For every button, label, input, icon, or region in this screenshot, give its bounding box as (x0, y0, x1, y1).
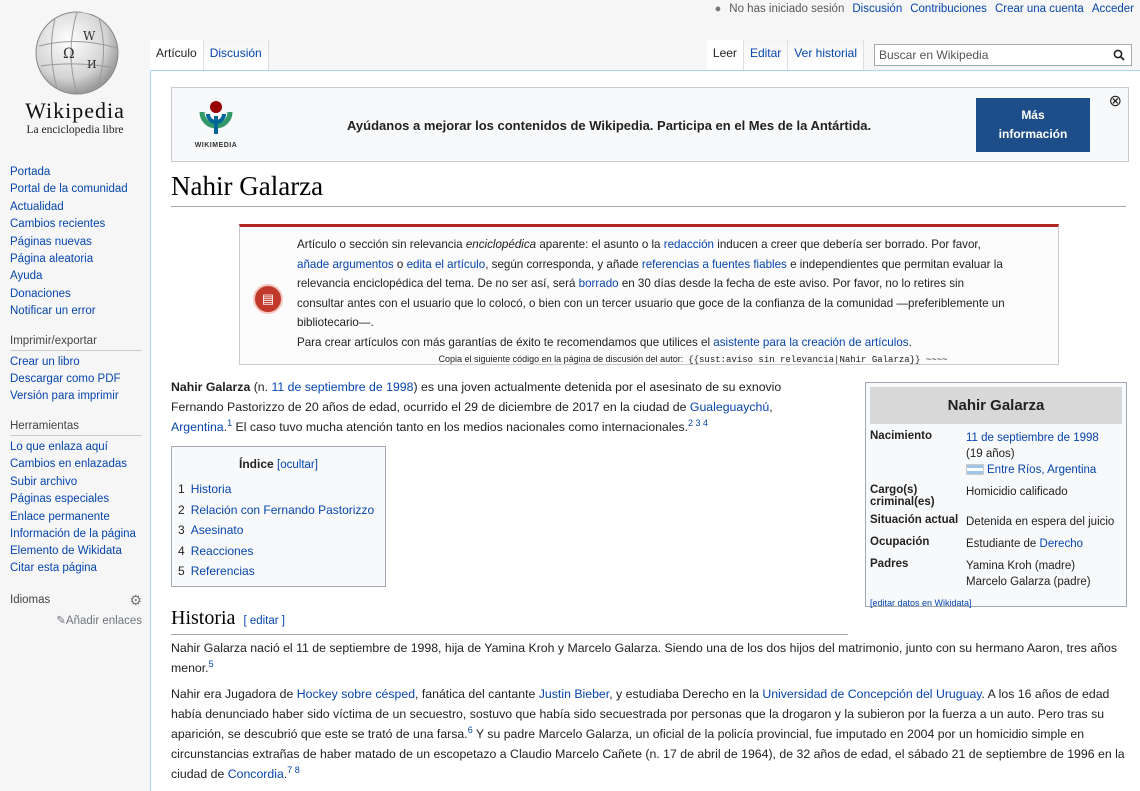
puzzle-globe-icon (25, 6, 125, 96)
justin-bieber-link[interactable]: Justin Bieber (538, 687, 610, 701)
infobox-age: (19 años) (966, 448, 1015, 460)
gear-icon[interactable]: ⚙ (129, 591, 142, 608)
template-code[interactable]: {{sust:aviso sin relevancia|Nahir Galarza}} ~~~~ (688, 355, 948, 365)
sidebar-item-citar[interactable]: Citar esta página (10, 562, 97, 575)
login-link[interactable]: Acceder (1091, 3, 1134, 15)
sidebar-item-cambios-recientes[interactable]: Cambios recientes (10, 218, 106, 231)
sidebar-item-paginas-especiales[interactable]: Páginas especiales (10, 493, 110, 506)
sidebar-item-actualidad[interactable]: Actualidad (10, 200, 64, 213)
tools-heading[interactable]: Herramientas (10, 420, 142, 436)
wikimedia-icon (196, 98, 236, 136)
reliable-sources-link[interactable]: referencias a fuentes fiables (641, 257, 787, 271)
view-tabs (707, 40, 1132, 70)
toc-item[interactable]: 3 Asesinato (178, 523, 244, 537)
contributions-link[interactable]: Contribuciones (910, 3, 987, 15)
add-links-label: Añadir enlaces (65, 614, 142, 627)
infobox-mother: Yamina Kroh (madre) (966, 560, 1076, 572)
languages-heading: Idiomas (10, 594, 51, 607)
sidebar-item-enlace-permanente[interactable]: Enlace permanente (10, 510, 110, 523)
wikimedia-logo (186, 98, 246, 149)
refs-2-4[interactable]: 2 3 4 (688, 417, 709, 428)
infobox-label: Cargo(s) criminal(es) (870, 484, 935, 508)
infobox-label: Ocupación (870, 536, 930, 548)
svg-text:И: И (87, 58, 97, 71)
edit-article-link[interactable]: edita el artículo (406, 257, 486, 271)
svg-text:W: W (83, 29, 96, 43)
ref-5[interactable]: 5 (208, 658, 214, 669)
toc-item[interactable]: 1 Historia (178, 482, 232, 496)
add-links[interactable] (10, 613, 142, 627)
infobox (865, 382, 1127, 607)
toc-hide-link[interactable]: [ocultar] (277, 459, 318, 471)
more-info-button[interactable] (976, 98, 1090, 152)
sidebar-item-informacion-pagina[interactable]: Información de la página (10, 527, 136, 540)
tab-article[interactable]: Artículo (150, 40, 204, 70)
svg-text:Ω: Ω (63, 46, 75, 62)
languages-row (10, 592, 142, 609)
pencil-icon: ✎ (56, 614, 66, 627)
flag-icon (966, 464, 984, 475)
central-notice-banner (171, 87, 1129, 162)
concordia-link[interactable]: Concordia (227, 767, 284, 781)
infobox-table: Nacimiento 11 de septiembre de 1998 (19 años) Entre Ríos, Argentina Cargo(s) criminal(es) Homicidio calificado Situación actual Detenida en espera del juicio Ocupación Estudiante de Derecho Padres Yamina Kroh (madre) Marcelo Galarza (padre) (870, 428, 1124, 594)
infobox-label: Nacimiento (870, 430, 932, 442)
search-icon[interactable] (1113, 49, 1125, 61)
ref-1[interactable]: 1 (227, 417, 233, 428)
ref-6[interactable]: 6 (467, 724, 473, 735)
edit-wikidata-link[interactable]: [editar datos en Wikidata] (870, 598, 972, 608)
paragraph: Nahir era Jugadora de Hockey sobre césped, fanática del cantante Justin Bieber, y estudiaba Derecho en la Universidad de Concepción del Uruguay. A los 16 años de edad había denunciado haber sido víctima de un secuestro, sostuvo que había sido secuestrada por personas que la drogaron y la subieron por la fuerza a un auto. Pero tras su aparición, se descubrió que este se trató de una farsa.$^6$ Y su padre Marcelo Galarza, un oficial de la policía provincial, fue imputado en 2004 por un homicidio simple en circunstancias extrañas de haber matado de un escopetazo a Claudio Marcelo Cañete (n. 17 de abril de 1964), de 32 años de edad, el sábado 21 de septiembre de 1996 en la ciudad de Concordia.$^{7 8}$ (171, 687, 1125, 781)
sidebar-item-lo-que-enlaza[interactable]: Lo que enlaza aquí (10, 440, 108, 453)
section-title: Historia (171, 607, 236, 629)
more-info-line2: información (998, 127, 1068, 141)
tab-talk[interactable]: Discusión (204, 40, 269, 70)
namespace-tabs (150, 40, 269, 70)
toc-item[interactable]: 2 Relación con Fernando Pastorizzo (178, 502, 375, 517)
tools-list (10, 439, 142, 578)
add-arguments-link[interactable]: añade argumentos (297, 257, 394, 271)
search-box[interactable] (874, 44, 1132, 66)
sidebar-item-wikidata[interactable]: Elemento de Wikidata (10, 544, 122, 557)
wikimedia-text: WIKIMEDIA (194, 142, 238, 149)
wikipedia-logo[interactable] (0, 6, 150, 141)
banner-message: Ayúdanos a mejorar los contenidos de Wikipedia. Participa en el Mes de la Antártida. (347, 118, 872, 133)
section-heading-historia (171, 607, 848, 635)
sidebar-item-ayuda[interactable]: Ayuda (10, 270, 43, 283)
search-input[interactable]: Buscar en Wikipedia (879, 48, 989, 62)
infobox-title: Nahir Galarza (870, 387, 1122, 424)
tab-edit[interactable]: Editar (744, 40, 788, 70)
sidebar-item-version-imprimir[interactable]: Versión para imprimir (10, 390, 119, 403)
infobox-label: Situación actual (870, 514, 959, 526)
navigation-list (10, 164, 142, 321)
infobox-birth-place[interactable]: Entre Ríos, Argentina (987, 464, 1097, 476)
infobox-father: Marcelo Galarza (padre) (966, 576, 1091, 588)
derecho-link[interactable]: Derecho (1039, 538, 1083, 550)
toc-item[interactable]: 5 Referencias (178, 564, 255, 578)
sidebar-item-crear-libro[interactable]: Crear un libro (10, 355, 80, 368)
page-title: Nahir Galarza (171, 171, 1126, 207)
personal-tools (715, 3, 1134, 15)
birth-date-link[interactable]: 11 de septiembre de 1998 (271, 380, 414, 394)
print-list (10, 354, 142, 406)
lead-paragraph: Nahir Galarza (n. 11 de septiembre de 1998) es una joven actualmente detenida por el asesinato de su exnovio Fernando Pastorizzo de 20 años de edad, ocurrido el 29 de diciembre de 2017 en la ciudad de Gualeguaychú, Argentina.$^1$ El caso tuvo mucha atención tanto en los medios nacionales como internacionales.$^{2 3 4}$ (171, 380, 782, 434)
section-edit-link[interactable]: [ editar ] (243, 615, 285, 627)
sidebar (10, 164, 142, 627)
sidebar-item-descargar-pdf[interactable]: Descargar como PDF (10, 373, 121, 386)
gualeguaychu-link[interactable]: Gualeguaychú (689, 400, 770, 414)
tab-read[interactable]: Leer (707, 40, 744, 70)
deleted-link[interactable]: borrado (578, 277, 619, 290)
toc-item[interactable]: 4 Reacciones (178, 543, 254, 558)
table-of-contents (171, 446, 386, 587)
wordmark: Wikipedia (25, 98, 125, 123)
sidebar-item-subir-archivo[interactable]: Subir archivo (10, 475, 78, 488)
content-area (150, 70, 1140, 791)
paragraph: Nahir Galarza nació el 11 de septiembre de 1998, hija de Yamina Kroh y Marcelo Galarza. Siendo una de los dos hijos del matrimonio, junto con su hermano Aaron, tres años menor.$^5$ (171, 641, 1118, 675)
refs-7-8[interactable]: 7 8 (287, 764, 300, 775)
close-icon[interactable]: ⊗ (1108, 93, 1122, 110)
sidebar-item-paginas-nuevas[interactable]: Páginas nuevas (10, 235, 92, 248)
book-warning-icon: ▤ (253, 284, 283, 314)
user-icon: ● (714, 3, 722, 15)
tagline: La enciclopedia libre (26, 124, 124, 136)
university-link[interactable]: Universidad de Concepción del Uruguay (762, 687, 982, 701)
argentina-link[interactable]: Argentina (171, 420, 224, 434)
sidebar-item-portal-comunidad[interactable]: Portal de la comunidad (10, 183, 128, 196)
not-logged-in-text: No has iniciado sesión (729, 3, 845, 15)
more-info-line1: Más (1021, 108, 1045, 122)
print-export-heading[interactable]: Imprimir/exportar (10, 335, 142, 351)
sidebar-item-portada[interactable]: Portada (10, 166, 51, 178)
copy-code-line: Copia el siguiente código en la página de discusión del autor: {{sust:aviso sin relevancia|Nahir Galarza}} ~~~~ (438, 354, 948, 365)
toc-title: Índice (239, 457, 274, 471)
sidebar-item-donaciones[interactable]: Donaciones (10, 287, 71, 300)
notice-text: Artículo o sección sin relevancia enciclopédica aparente: el asunto o la redacción inducen a creer que debería ser borrado. Por favor, añade argumentos o edita el artículo, según corresponda, y añade referencias a fuentes fiables e independientes que permitan evaluar la relevancia enciclopédica del tema. De no ser así, será borrado en 30 días desde la fecha de este aviso. Por favor, no lo retires sin consultar antes con el usuario que lo colocó, o bien con un tercer usuario que goce de la confianza de la comunidad —preferiblemente un bibliotecario—. Para crear artículos con más garantías de éxito te recomendamos que utilices el asistente para la creación de artículos. Copia el siguiente código en la página de discusión del autor: {{sust:aviso sin relevancia|Nahir Galarza}} ~~~~ (297, 235, 1049, 367)
tab-history[interactable]: Ver historial (788, 40, 864, 70)
article-wizard-link[interactable]: asistente para la creación de artículos (713, 335, 909, 349)
sidebar-item-notificar-error[interactable]: Notificar un error (10, 305, 96, 318)
redaccion-link[interactable]: redacción (663, 238, 715, 251)
infobox-birth-date[interactable]: 11 de septiembre de 1998 (966, 432, 1099, 444)
sidebar-item-cambios-enlazadas[interactable]: Cambios en enlazadas (10, 458, 127, 471)
user-talk-link[interactable]: Discusión (852, 3, 903, 15)
relevance-notice (239, 224, 1059, 365)
sidebar-item-pagina-aleatoria[interactable]: Página aleatoria (10, 253, 94, 266)
infobox-status: Detenida en espera del juicio (966, 516, 1115, 528)
hockey-link[interactable]: Hockey sobre césped (296, 687, 416, 701)
infobox-charges: Homicidio calificado (966, 486, 1068, 498)
create-account-link[interactable]: Crear una cuenta (994, 3, 1084, 15)
infobox-label: Padres (870, 558, 909, 570)
